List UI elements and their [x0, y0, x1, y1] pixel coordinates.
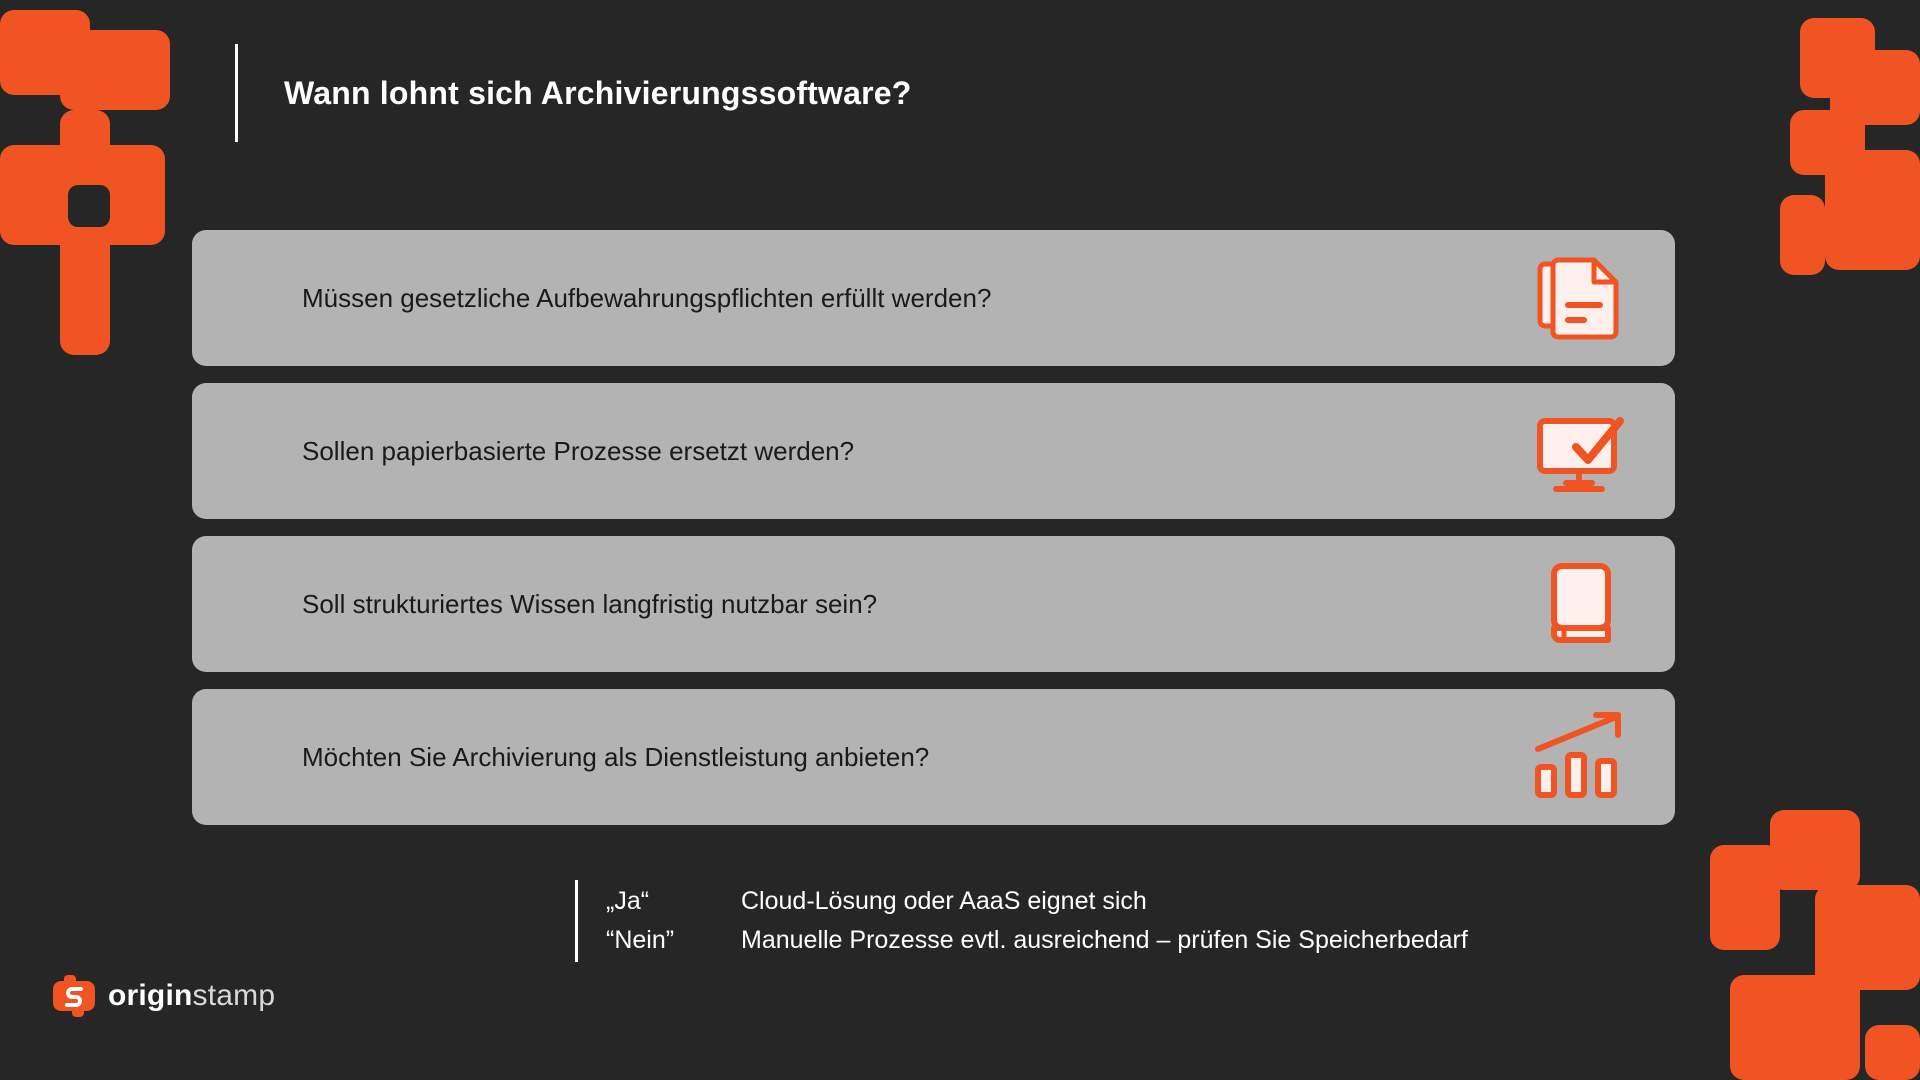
book-icon [1485, 556, 1675, 652]
question-text: Soll strukturiertes Wissen langfristig nutzbar sein? [302, 588, 878, 619]
deco-block [1730, 975, 1860, 1080]
growth-chart-icon [1485, 705, 1675, 809]
legend-key: “Nein” [606, 926, 675, 954]
logo-text-light: stamp [192, 979, 276, 1012]
question-row-1 [192, 230, 1675, 366]
logo-text-bold: origin [108, 979, 193, 1012]
originstamp-s-icon [52, 974, 96, 1018]
deco-block [1770, 810, 1860, 890]
originstamp-logo [52, 974, 275, 1018]
question-text: Müssen gesetzliche Aufbewahrungspflichten erfüllt werden? [302, 282, 992, 313]
legend-key: „Ja“ [606, 887, 650, 915]
documents-icon [1485, 250, 1675, 346]
deco-block [1710, 845, 1780, 950]
header-divider [235, 44, 238, 142]
legend [575, 880, 1468, 962]
logo-text [108, 979, 275, 1013]
question-row-3 [192, 536, 1675, 672]
monitor-check-icon [1485, 403, 1675, 499]
page-title: Wann lohnt sich Archivierungssoftware? [284, 74, 912, 111]
deco-block [1825, 150, 1920, 270]
question-row-2 [192, 383, 1675, 519]
legend-item-nein [606, 926, 1468, 955]
legend-divider [575, 880, 578, 962]
legend-item-ja [606, 887, 1468, 916]
deco-block [1780, 195, 1825, 275]
legend-value: Manuelle Prozesse evtl. ausreichend – prüfen Sie Speicherbedarf [741, 926, 1468, 954]
question-list [192, 230, 1675, 842]
question-text: Möchten Sie Archivierung als Dienstleistung anbieten? [302, 741, 930, 772]
question-text: Sollen papierbasierte Prozesse ersetzt werden? [302, 435, 855, 466]
slide-header [235, 44, 912, 142]
deco-block [60, 30, 170, 110]
deco-block-hole [68, 185, 110, 227]
legend-value: Cloud-Lösung oder AaaS eignet sich [741, 887, 1147, 915]
deco-block [1865, 1025, 1920, 1080]
question-row-4 [192, 689, 1675, 825]
